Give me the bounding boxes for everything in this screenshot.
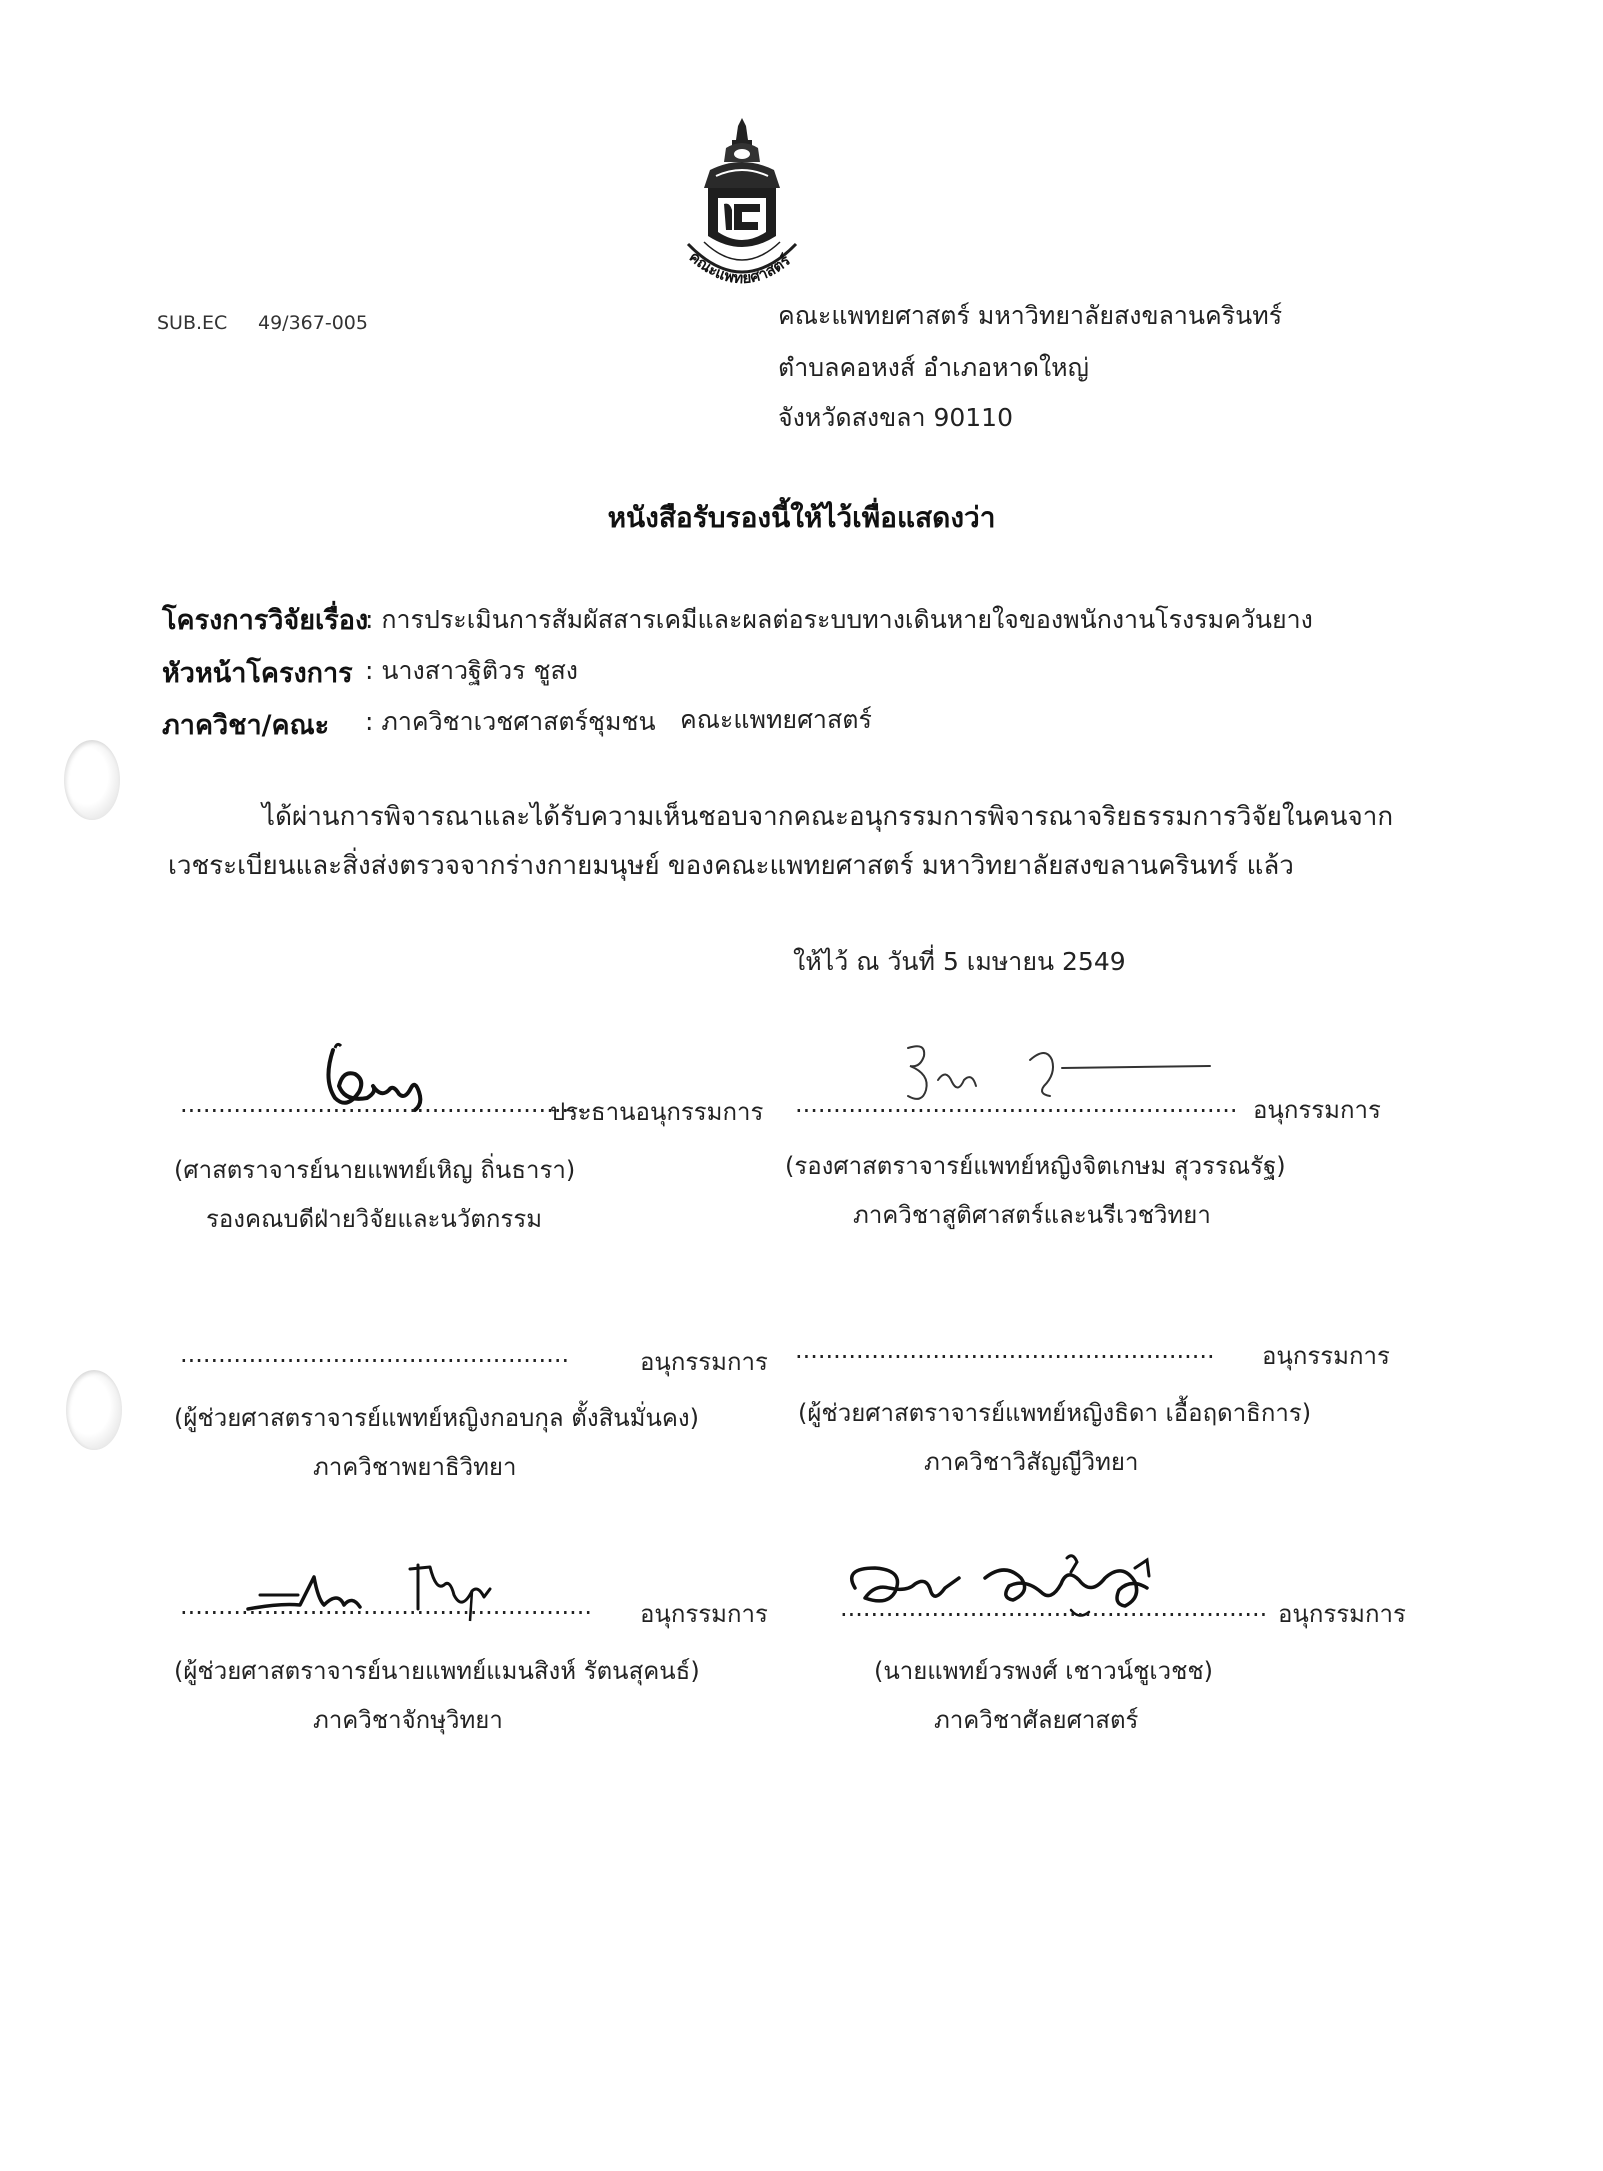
signatory-dept-member-3: ภาควิชาพยาธิวิทยา xyxy=(313,1453,517,1481)
svg-text:คณะแพทยศาสตร์ xyxy=(686,248,795,288)
address-line-2: ตำบลคอหงส์ อำเภอหาดใหญ่ xyxy=(778,353,1089,382)
project-title-value: : การประเมินการสัมผัสสารเคมีและผลต่อระบบทางเดินหายใจของพนักงานโรงรมควันยาง xyxy=(365,605,1313,634)
signature-line-member-3: ................................................... xyxy=(180,1340,570,1368)
signatory-role-member-3: อนุกรรมการ xyxy=(640,1348,768,1376)
punch-hole-bottom xyxy=(66,1370,122,1450)
project-dept-value: : ภาควิชาเวชศาสตร์ชุมชน xyxy=(365,707,656,736)
project-head-label: หัวหน้าโครงการ xyxy=(162,658,353,689)
document-heading: หนังสือรับรองนี้ให้ไว้เพื่อแสดงว่า xyxy=(607,501,996,534)
body-line-2: เวชระเบียนและสิ่งส่งตรวจจากร่างกายมนุษย์ ของคณะแพทยศาสตร์ มหาวิทยาลัยสงขลานครินทร์ แล้ว xyxy=(168,851,1294,881)
reference-code: SUB.EC xyxy=(157,312,228,334)
signatory-dept-member-6: ภาควิชาศัลยศาสตร์ xyxy=(934,1706,1139,1734)
signatory-dept-member-4: ภาควิชาวิสัญญีวิทยา xyxy=(924,1448,1139,1476)
reference-number: 49/367-005 xyxy=(258,312,368,334)
punch-hole-top xyxy=(64,740,120,820)
signatory-name-member-6: (นายแพทย์วรพงศ์ เชาวน์ชูเวชช) xyxy=(874,1657,1214,1685)
signature-line-member-4: ....................................................... xyxy=(795,1336,1215,1364)
signature-line-member-6: ........................................................ xyxy=(840,1594,1268,1622)
signatory-name-chairman: (ศาสตราจารย์นายแพทย์เหิญ ถิ่นธารา) xyxy=(174,1156,576,1184)
signatory-role-member-4: อนุกรรมการ xyxy=(1262,1342,1390,1370)
project-faculty-value: คณะแพทยศาสตร์ xyxy=(680,705,872,734)
project-head-value: : นางสาวฐิติวร ชูสง xyxy=(365,656,578,685)
faculty-emblem-icon xyxy=(660,118,830,298)
faculty-emblem-logo xyxy=(660,118,830,298)
signatory-role-chairman: ประธานอนุกรรมการ xyxy=(550,1098,764,1126)
signatory-name-member-3: (ผู้ช่วยศาสตราจารย์แพทย์หญิงกอบกุล ตั้งสินมั่นคง) xyxy=(174,1404,699,1432)
signature-line-member-5: ...................................................... xyxy=(180,1592,592,1620)
project-title-label: โครงการวิจัยเรื่อง xyxy=(162,605,369,636)
signatory-role-member-2: อนุกรรมการ xyxy=(1253,1096,1381,1124)
signatory-dept-member-5: ภาควิชาจักษุวิทยา xyxy=(313,1706,503,1734)
signatory-dept-chairman: รองคณบดีฝ่ายวิจัยและนวัตกรรม xyxy=(206,1205,543,1233)
signatory-role-member-6: อนุกรรมการ xyxy=(1278,1600,1406,1628)
signature-line-member-2: .......................................................... xyxy=(795,1090,1238,1118)
project-dept-label: ภาควิชา/คณะ xyxy=(162,710,330,741)
signatory-name-member-4: (ผู้ช่วยศาสตราจารย์แพทย์หญิงธิดา เอื้อฤดาธิการ) xyxy=(798,1399,1312,1427)
address-line-3: จังหวัดสงขลา 90110 xyxy=(778,403,1013,432)
address-line-1: คณะแพทยศาสตร์ มหาวิทยาลัยสงขลานครินทร์ xyxy=(778,301,1283,330)
signature-line-chairman: ...................................................... xyxy=(180,1090,592,1118)
signatory-dept-member-2: ภาควิชาสูติศาสตร์และนรีเวชวิทยา xyxy=(853,1201,1211,1229)
issue-date: ให้ไว้ ณ วันที่ 5 เมษายน 2549 xyxy=(793,947,1126,976)
signatory-name-member-5: (ผู้ช่วยศาสตราจารย์นายแพทย์แมนสิงห์ รัตนสุคนธ์) xyxy=(174,1657,700,1685)
body-line-1: ได้ผ่านการพิจารณาและได้รับความเห็นชอบจากคณะอนุกรรมการพิจารณาจริยธรรมการวิจัยในคนจาก xyxy=(262,802,1394,832)
signatory-role-member-5: อนุกรรมการ xyxy=(640,1600,768,1628)
signatory-name-member-2: (รองศาสตราจารย์แพทย์หญิงจิตเกษม สุวรรณรัฐ) xyxy=(785,1152,1286,1180)
logo-text: คณะแพทยศาสตร์ xyxy=(685,247,794,288)
